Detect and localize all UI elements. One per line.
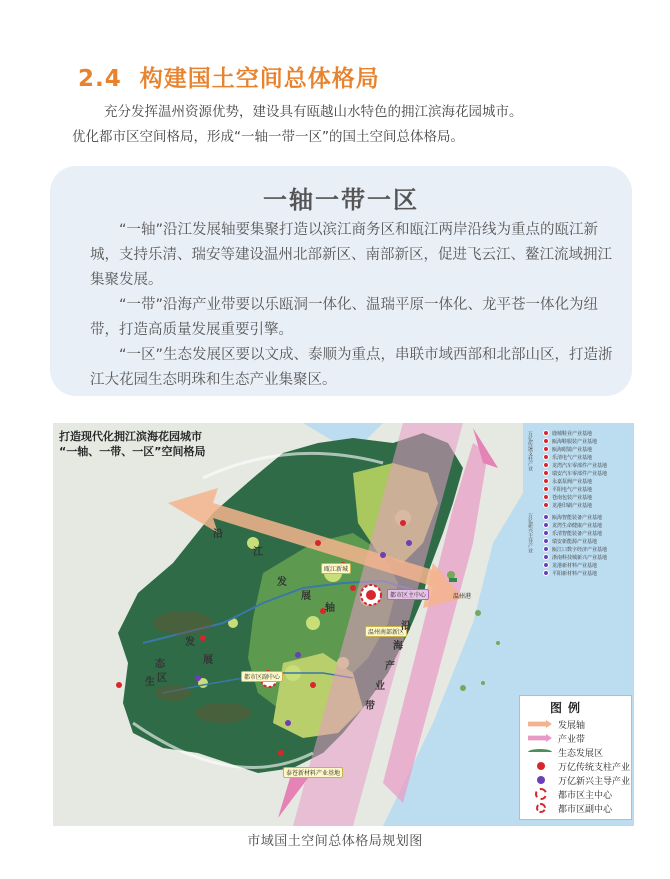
char-axis-3: 发 xyxy=(277,577,287,588)
planning-map xyxy=(53,423,634,826)
industry-item: 平阳新材料产业基地 xyxy=(543,569,597,577)
figure-caption: 市域国土空间总体格局规划图 xyxy=(247,834,423,849)
char-axis-1: 沿 xyxy=(213,529,223,540)
legend-item-belt: 产业带 xyxy=(528,732,585,744)
purple-dot-icon xyxy=(543,538,549,544)
industry-item: 浙南科技城新兴产业基地 xyxy=(543,553,607,561)
red-dot-icon xyxy=(543,470,549,476)
map-legend xyxy=(519,695,632,820)
sub-center-icon xyxy=(528,804,552,812)
industry-item: 鹿城鞋业产业基地 xyxy=(543,429,592,437)
purple-dot-icon xyxy=(543,546,549,552)
industry-item: 龙湾汽车零部件产业基地 xyxy=(543,461,607,469)
industry-item: 瓯海眼镜产业基地 xyxy=(543,445,592,453)
box-paragraph-belt: “一带”沿海产业带要以乐瓯洞一体化、温瑞平原一体化、龙平苍一体化为纽带，打造高质量发展重要引擎。 xyxy=(90,297,599,338)
industry-item: 乐清电气产业基地 xyxy=(543,453,592,461)
box-title: 一轴一带一区 xyxy=(263,186,419,214)
char-zone-1: 生 xyxy=(145,677,155,688)
label-oujiang-newtown: 瓯江新城 xyxy=(321,563,351,574)
legend-item-sub-center: 都市区副中心 xyxy=(528,802,612,814)
industry-item: 龙港印刷产业基地 xyxy=(543,501,592,509)
char-belt-3: 产 xyxy=(385,661,395,672)
main-center-icon xyxy=(528,790,552,798)
box-paragraph-zone: “一区”生态发展区要以文成、泰顺为重点，串联市域西部和北部山区，打造浙江大花园生态明珠和生态产业集聚区。 xyxy=(90,347,613,388)
belt-band-icon xyxy=(528,734,552,742)
industry-group-traditional-label: 万亿传统支柱产业 xyxy=(527,431,533,471)
red-dot-icon xyxy=(543,454,549,460)
map-title-line-1: 打造现代化拥江滨海花园城市 xyxy=(59,430,202,443)
legend-title: 图例 xyxy=(550,701,587,715)
char-zone-2: 态 xyxy=(155,659,165,670)
label-coastal-base: 泰苍新材料产业基地 xyxy=(283,767,343,778)
char-belt-1: 沿 xyxy=(401,621,411,632)
label-ruian-center: 都市区副中心 xyxy=(241,671,283,682)
industry-item: 苍南包装产业基地 xyxy=(543,493,592,501)
label-south-base: 温州南部新区 xyxy=(365,626,407,637)
red-dot-icon xyxy=(543,502,549,508)
label-city-center: 都市区主中心 xyxy=(387,589,429,600)
arrow-band-icon xyxy=(528,720,552,728)
legend-item-traditional: 万亿传统支柱产业 xyxy=(528,760,630,772)
char-belt-4: 业 xyxy=(375,681,385,692)
purple-dot-icon xyxy=(543,522,549,528)
char-zone-5: 区 xyxy=(157,673,167,684)
main-center-symbol xyxy=(361,585,381,605)
red-dot-icon xyxy=(543,438,549,444)
purple-dot-icon xyxy=(543,562,549,568)
section-heading: 构建国土空间总体格局 xyxy=(139,66,380,92)
char-zone-4: 展 xyxy=(203,655,213,666)
legend-item-eco: 生态发展区 xyxy=(528,746,603,758)
red-dot-icon xyxy=(543,478,549,484)
industry-item: 瑞安汽车零部件产业基地 xyxy=(543,469,607,477)
intro-line-2: 优化都市区空间格局，形成“一轴一带一区”的国土空间总体格局。 xyxy=(72,129,464,145)
red-dot-icon xyxy=(543,486,549,492)
purple-dot-icon xyxy=(543,554,549,560)
purple-dot-icon xyxy=(543,570,549,576)
char-belt-2: 海 xyxy=(393,641,403,652)
label-port: 温州港 xyxy=(453,593,472,600)
industry-item: 瓯海智能装备产业基地 xyxy=(543,513,602,521)
red-dot-icon xyxy=(543,494,549,500)
char-axis-4: 展 xyxy=(301,591,311,602)
legend-item-emerging: 万亿新兴主导产业 xyxy=(528,774,630,786)
legend-item-axis: 发展轴 xyxy=(528,718,585,730)
section-title xyxy=(78,60,380,93)
purple-dot-icon xyxy=(543,514,549,520)
red-dot-icon xyxy=(543,430,549,436)
industry-item: 瓯江口数字经济产业基地 xyxy=(543,545,607,553)
industry-item: 龙湾生命健康产业基地 xyxy=(543,521,602,529)
intro-text xyxy=(72,100,638,150)
industry-item: 平阳电气产业基地 xyxy=(543,485,592,493)
industry-item: 瑞安新能源产业基地 xyxy=(543,537,597,545)
char-axis-5: 轴 xyxy=(325,603,335,614)
industry-item: 龙港新材料产业基地 xyxy=(543,561,597,569)
industry-item: 瓯海鞋服装产业基地 xyxy=(543,437,597,445)
char-belt-5: 带 xyxy=(365,701,375,712)
port-marker xyxy=(449,578,457,582)
box-body xyxy=(90,218,618,393)
section-number: 2.4 xyxy=(78,66,122,92)
red-dot-icon xyxy=(543,462,549,468)
purple-dot-icon xyxy=(528,776,552,784)
highlight-box xyxy=(50,166,632,396)
purple-dot-icon xyxy=(543,530,549,536)
industry-item: 乐清智能装备产业基地 xyxy=(543,529,602,537)
char-zone-3: 发 xyxy=(185,637,195,648)
intro-line-1: 充分发挥温州资源优势，建设具有瓯越山水特色的拥江滨海花园城市。 xyxy=(104,104,523,120)
red-dot-icon xyxy=(543,446,549,452)
char-axis-2: 江 xyxy=(253,547,263,558)
industry-item: 永嘉泵阀产业基地 xyxy=(543,477,592,485)
box-paragraph-axis: “一轴”沿江发展轴要集聚打造以滨江商务区和瓯江两岸沿线为重点的瓯江新城，支持乐清、瑞安等建设温州北部新区、南部新区，促进飞云江、鳌江流域拥江集聚发展。 xyxy=(90,222,612,288)
legend-item-main-center: 都市区主中心 xyxy=(528,788,612,800)
eco-arc-icon xyxy=(528,749,552,755)
red-dot-icon xyxy=(528,762,552,770)
map-title-line-2: “一轴、一带、一区”空间格局 xyxy=(59,445,206,458)
industry-group-emerging-label: 万亿新兴主导产业 xyxy=(527,513,533,553)
map-title xyxy=(59,429,205,459)
